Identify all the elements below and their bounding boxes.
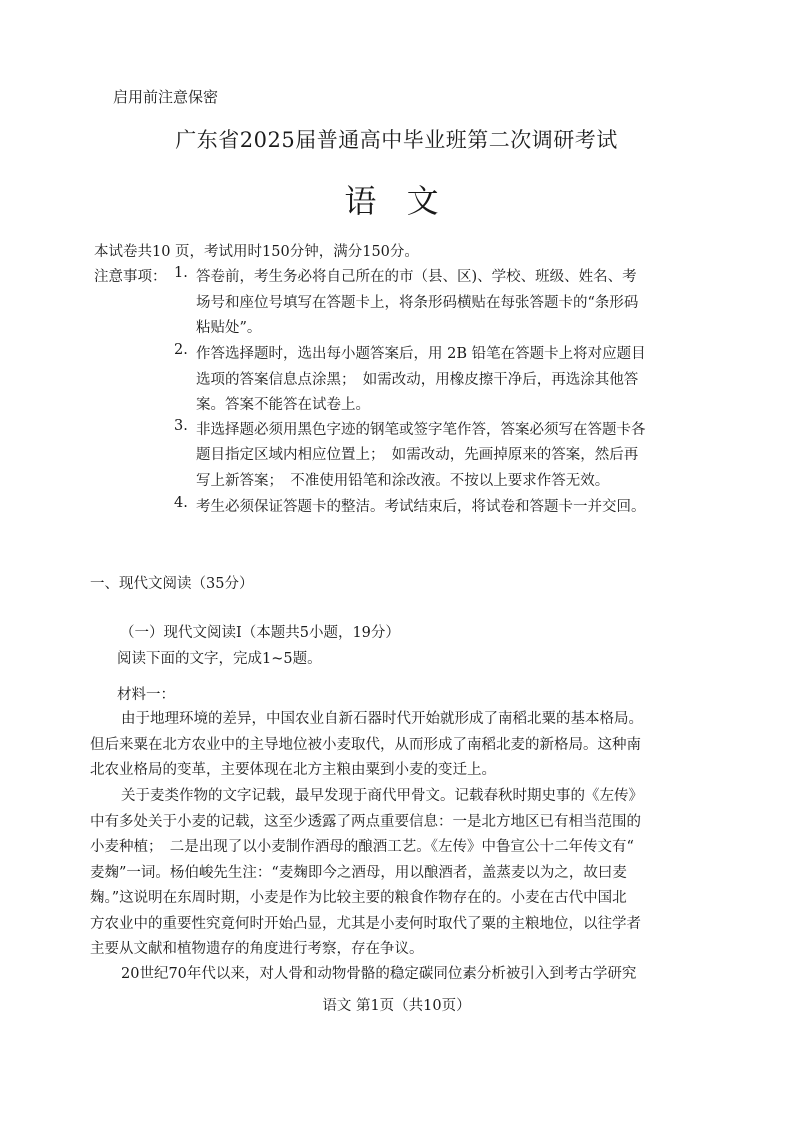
- paragraph-line: 20世纪70年代以来，对人骨和动物骨骼的稳定碳同位素分析被引入到考古学研究: [121, 966, 637, 982]
- paragraph-line: 小麦种植； 二是出现了以小麦制作酒母的酿酒工艺。《左传》中鲁宣公十二年传文有“: [90, 839, 634, 855]
- reading-instruction: 阅读下面的文字，完成1~5题。: [117, 651, 322, 667]
- note-number: 3.: [174, 418, 188, 434]
- paragraph-line: 麹。”这说明在东周时期，小麦是作为比较主要的粮食作物存在的。小麦在古代中国北: [90, 890, 627, 906]
- paragraph-line: 中有多处关于小麦的记载，这至少透露了两点重要信息：一是北方地区已有相当范围的: [90, 814, 641, 830]
- note-number: 1.: [174, 265, 188, 281]
- note-line: 非选择题必须用黑色字迹的钢笔或签字笔作答，答案必须写在答题卡各: [196, 422, 646, 438]
- paragraph-line: 但后来粟在北方农业中的主导地位被小麦取代，从而形成了南稻北麦的新格局。这种南: [90, 737, 641, 753]
- notes-label: 注意事项：: [94, 269, 167, 285]
- material-label: 材料一：: [117, 687, 175, 703]
- paragraph-line: 方农业中的重要性究竟何时开始凸显，尤其是小麦何时取代了粟的主粮地位，以往学者: [90, 916, 641, 932]
- note-line: 写上新答案； 不准使用铅笔和涂改液。不按以上要求作答无效。: [196, 473, 610, 489]
- note-line: 答卷前，考生务必将自己所在的市（县、区)、学校、班级、姓名、考: [196, 269, 637, 285]
- paragraph-line: 麦麹”一词。杨伯峻先生注：“麦麹即今之酒母，用以酿酒者，盖蒸麦以为之，故曰麦: [90, 865, 627, 881]
- note-line: 选项的答案信息点涂黑； 如需改动，用橡皮擦干净后，再选涂其他答: [196, 372, 639, 388]
- note-line: 作答选择题时，选出每小题答案后，用 2B 铅笔在答题卡上将对应题目: [196, 346, 646, 362]
- paragraph-line: 由于地理环境的差异，中国农业自新石器时代开始就形成了南稻北粟的基本格局。: [121, 711, 643, 727]
- note-line: 粘贴处”。: [196, 320, 262, 336]
- paragraph-line: 北农业格局的变革，主要体现在北方主粮由粟到小麦的变迁上。: [90, 762, 496, 778]
- note-line: 题目指定区域内相应位置上； 如需改动，先画掉原来的答案，然后再: [196, 447, 639, 463]
- paragraph-line: 关于麦类作物的文字记载，最早发现于商代甲骨文。记载春秋时期史事的《左传》: [121, 788, 643, 804]
- exam-title: 广东省2025届普通高中毕业班第二次调研考试: [175, 128, 618, 152]
- confidential-notice: 启用前注意保密: [113, 88, 219, 106]
- note-number: 2.: [174, 342, 188, 358]
- note-line: 考生必须保证答题卡的整洁。考试结束后，将试卷和答题卡一并交回。: [196, 499, 646, 515]
- subsection-heading: （一）现代文阅读Ⅰ（本题共5小题，19分）: [120, 625, 400, 641]
- exam-summary: 本试卷共10 页，考试用时150分钟，满分150分。: [94, 244, 419, 260]
- paragraph-line: 主要从文献和植物遗存的角度进行考察，存在争议。: [90, 941, 424, 957]
- section-heading: 一、现代文阅读（35分）: [90, 576, 254, 592]
- note-line: 案。答案不能答在试卷上。: [196, 397, 370, 413]
- note-number: 4.: [174, 495, 188, 511]
- subject-title: 语 文: [344, 182, 449, 220]
- page-footer: 语文 第1页（共10页）: [322, 998, 471, 1014]
- note-line: 场号和座位号填写在答题卡上，将条形码横贴在每张答题卡的“条形码: [196, 295, 639, 311]
